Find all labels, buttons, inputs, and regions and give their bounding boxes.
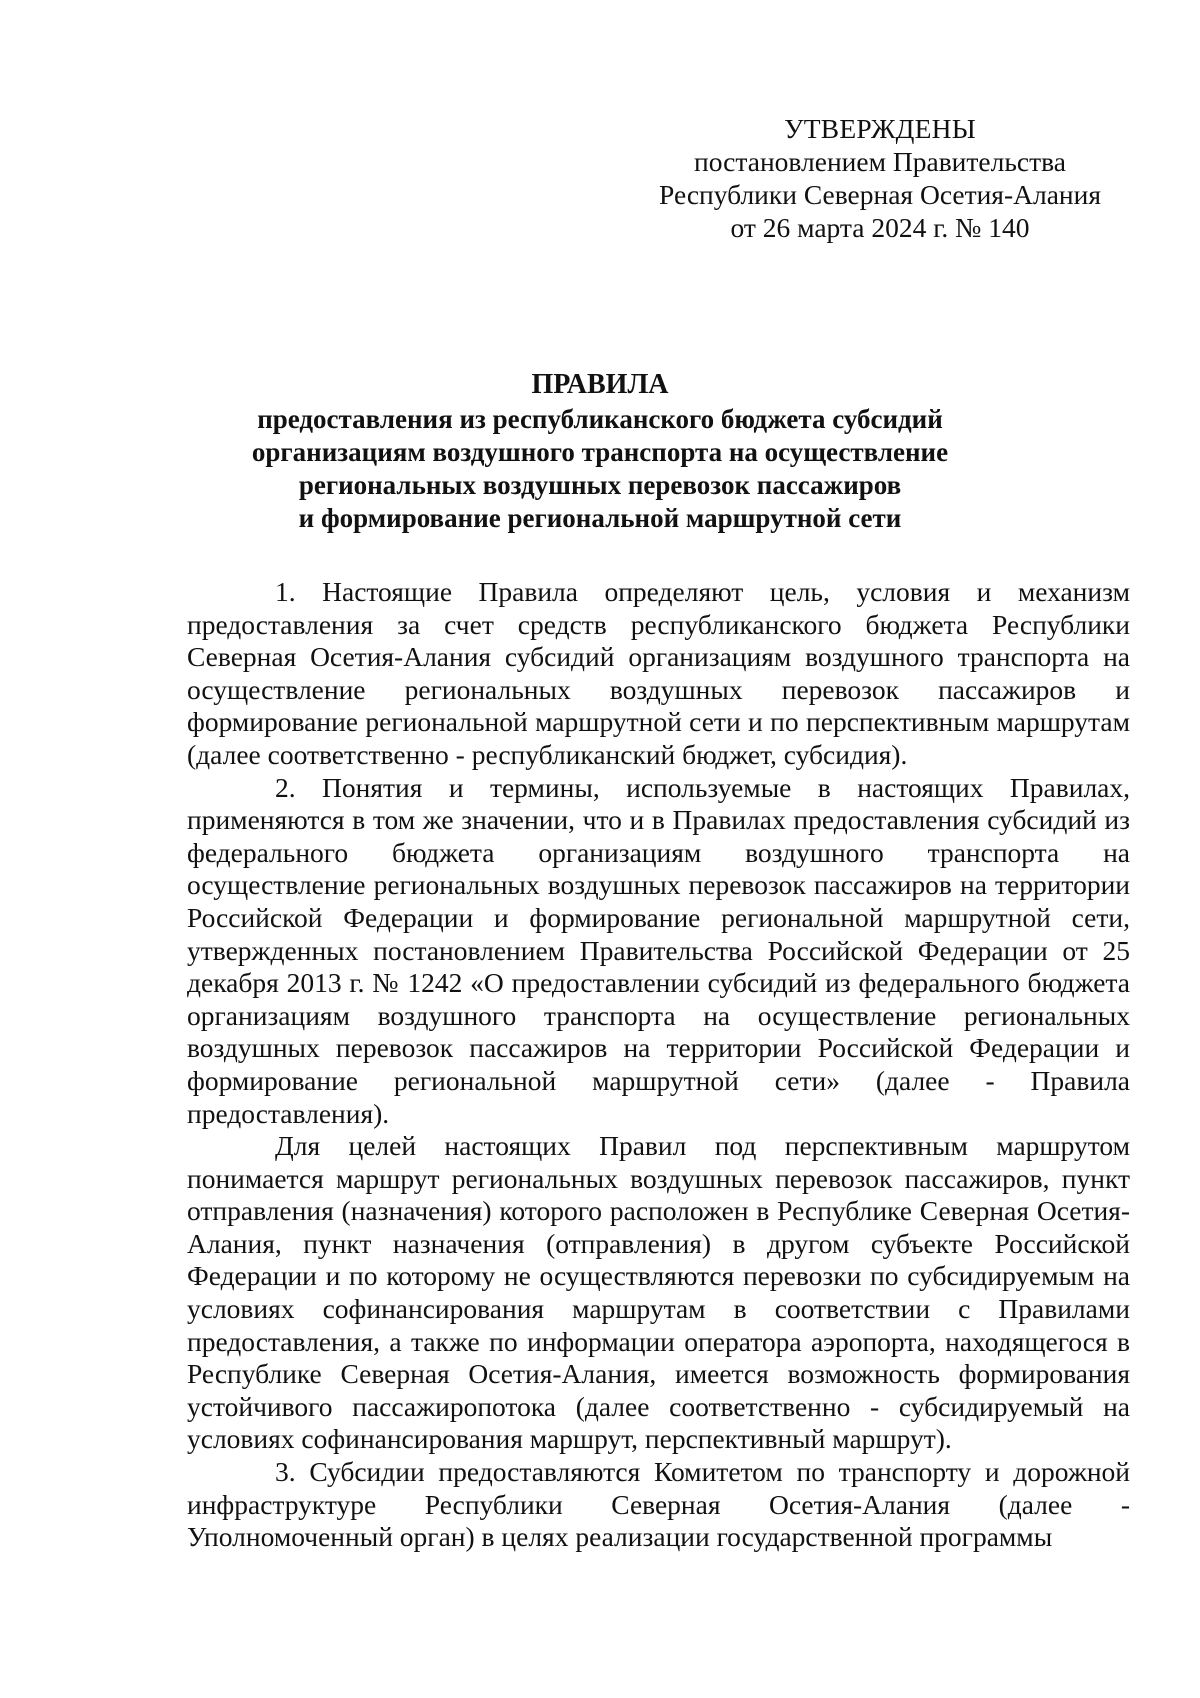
paragraph-2-definition: Для целей настоящих Правил под перспективным маршрутом понимается маршрут региональных воздушных перевозок пассажиров, пункт отправления (назначения) которого расположен в Республике Северная Осетия-Алания, пункт назначения (отправления) в другом субъекте Российской Федерации и по которому не осуществляются перевозки по субсидируемым на условиях софинансирования маршрутам в соответствии с Правилами предоставления, а также по информации оператора аэропорта, находящегося в Республике Северная Осетия-Алания, имеется возможность формирования устойчивого пассажиропотока (далее соответственно - субсидируемый на условиях софинансирования маршрут, перспективный маршрут). xyxy=(187,1130,1130,1455)
title-main: ПРАВИЛА xyxy=(531,369,669,400)
approval-line: постановлением Правительства xyxy=(694,146,1066,177)
title-subline: и формирование региональной маршрутной сети xyxy=(298,503,902,533)
title-subline: организациям воздушного транспорта на осуществление xyxy=(251,437,949,467)
title-subline: региональных воздушных перевозок пассажиров xyxy=(298,470,902,500)
approval-heading: УТВЕРЖДЕНЫ xyxy=(784,113,976,144)
approval-line: Республики Северная Осетия-Алания xyxy=(659,179,1101,210)
paragraph-3: 3. Субсидии предоставляются Комитетом по транспорту и дорожной инфраструктуре Республики Северная Осетия-Алания (далее - Уполномоченный орган) в целях реализации государственной программы xyxy=(187,1456,1130,1553)
document-body xyxy=(187,576,1130,1554)
paragraph-2: 2. Понятия и термины, используемые в настоящих Правилах, применяются в том же значении, что и в Правилах предоставления субсидий из федерального бюджета организациям воздушного транспорта на осуществление региональных воздушных перевозок пассажиров на территории Российской Федерации и формирование региональной маршрутной сети, утвержденных постановлением Правительства Российской Федерации от 25 декабря 2013 г. № 1242 «О предоставлении субсидий из федерального бюджета организациям воздушного транспорта на осуществление региональных воздушных перевозок пассажиров на территории Российской Федерации и формирование региональной маршрутной сети» (далее - Правила предоставления). xyxy=(187,771,1130,1129)
paragraph-1: 1. Настоящие Правила определяют цель, условия и механизм предоставления за счет средств республиканского бюджета Республики Северная Осетия-Алания субсидий организациям воздушного транспорта на осуществление региональных воздушных перевозок пассажиров и формирование региональной маршрутной сети и по перспективным маршрутам (далее соответственно - республиканский бюджет, субсидия). xyxy=(187,576,1130,770)
approval-date-line: от 26 марта 2024 г. № 140 xyxy=(730,212,1030,243)
approval-stamp xyxy=(600,112,1160,244)
title-subline: предоставления из республиканского бюджета субсидий xyxy=(257,404,943,434)
document-title xyxy=(180,368,1020,535)
